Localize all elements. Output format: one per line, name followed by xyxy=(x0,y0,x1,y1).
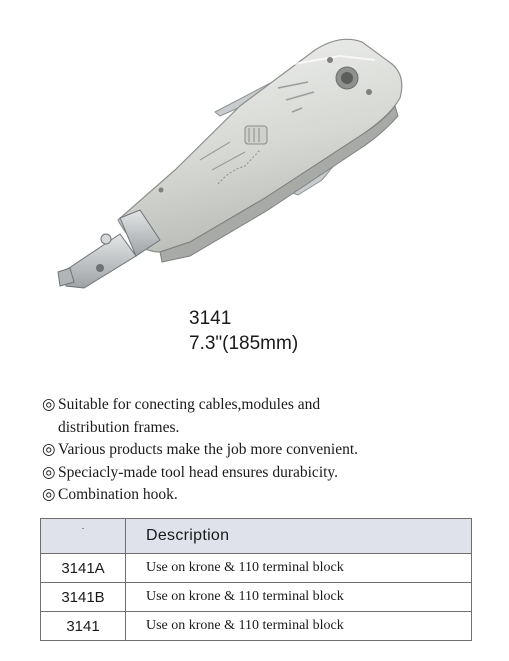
feature-item xyxy=(42,394,472,417)
model-code-cell: 3141B xyxy=(41,583,126,612)
table-header-row xyxy=(41,519,472,554)
description-cell: Use on krone & 110 terminal block xyxy=(126,612,472,641)
feature-list xyxy=(42,394,472,507)
tool-body xyxy=(118,39,402,262)
punch-down-tool-image xyxy=(40,20,430,300)
bullet-icon: ◎ xyxy=(42,396,56,413)
feature-item-continuation xyxy=(42,417,472,440)
product-model: 3141 xyxy=(189,308,232,329)
table-header-description: Description xyxy=(126,519,472,554)
model-code-cell: 3141 xyxy=(41,612,126,641)
feature-text: Speciacly-made tool head ensures durabicity. xyxy=(58,463,339,481)
feature-text: distribution frames. xyxy=(58,418,180,436)
feature-text: Various products make the job more convenient. xyxy=(58,441,359,458)
description-cell: Use on krone & 110 terminal block xyxy=(126,554,472,583)
bullet-icon: ◎ xyxy=(42,463,56,481)
feature-item xyxy=(42,484,472,507)
product-size: 7.3"(185mm) xyxy=(189,333,299,354)
model-code-cell: 3141A xyxy=(41,554,126,583)
feature-item xyxy=(42,462,472,485)
bullet-icon: ◎ xyxy=(42,486,56,503)
tool-head xyxy=(58,210,160,288)
description-cell: Use on krone & 110 terminal block xyxy=(126,583,472,612)
table-row xyxy=(41,583,472,612)
table-header-corner: · xyxy=(41,519,126,554)
spec-table xyxy=(40,518,472,641)
feature-text: Suitable for conecting cables,modules and xyxy=(58,396,321,413)
table-row xyxy=(41,554,472,583)
feature-item xyxy=(42,439,472,462)
feature-text: Combination hook. xyxy=(58,486,178,503)
table-row xyxy=(41,612,472,641)
bullet-icon: ◎ xyxy=(42,441,56,458)
